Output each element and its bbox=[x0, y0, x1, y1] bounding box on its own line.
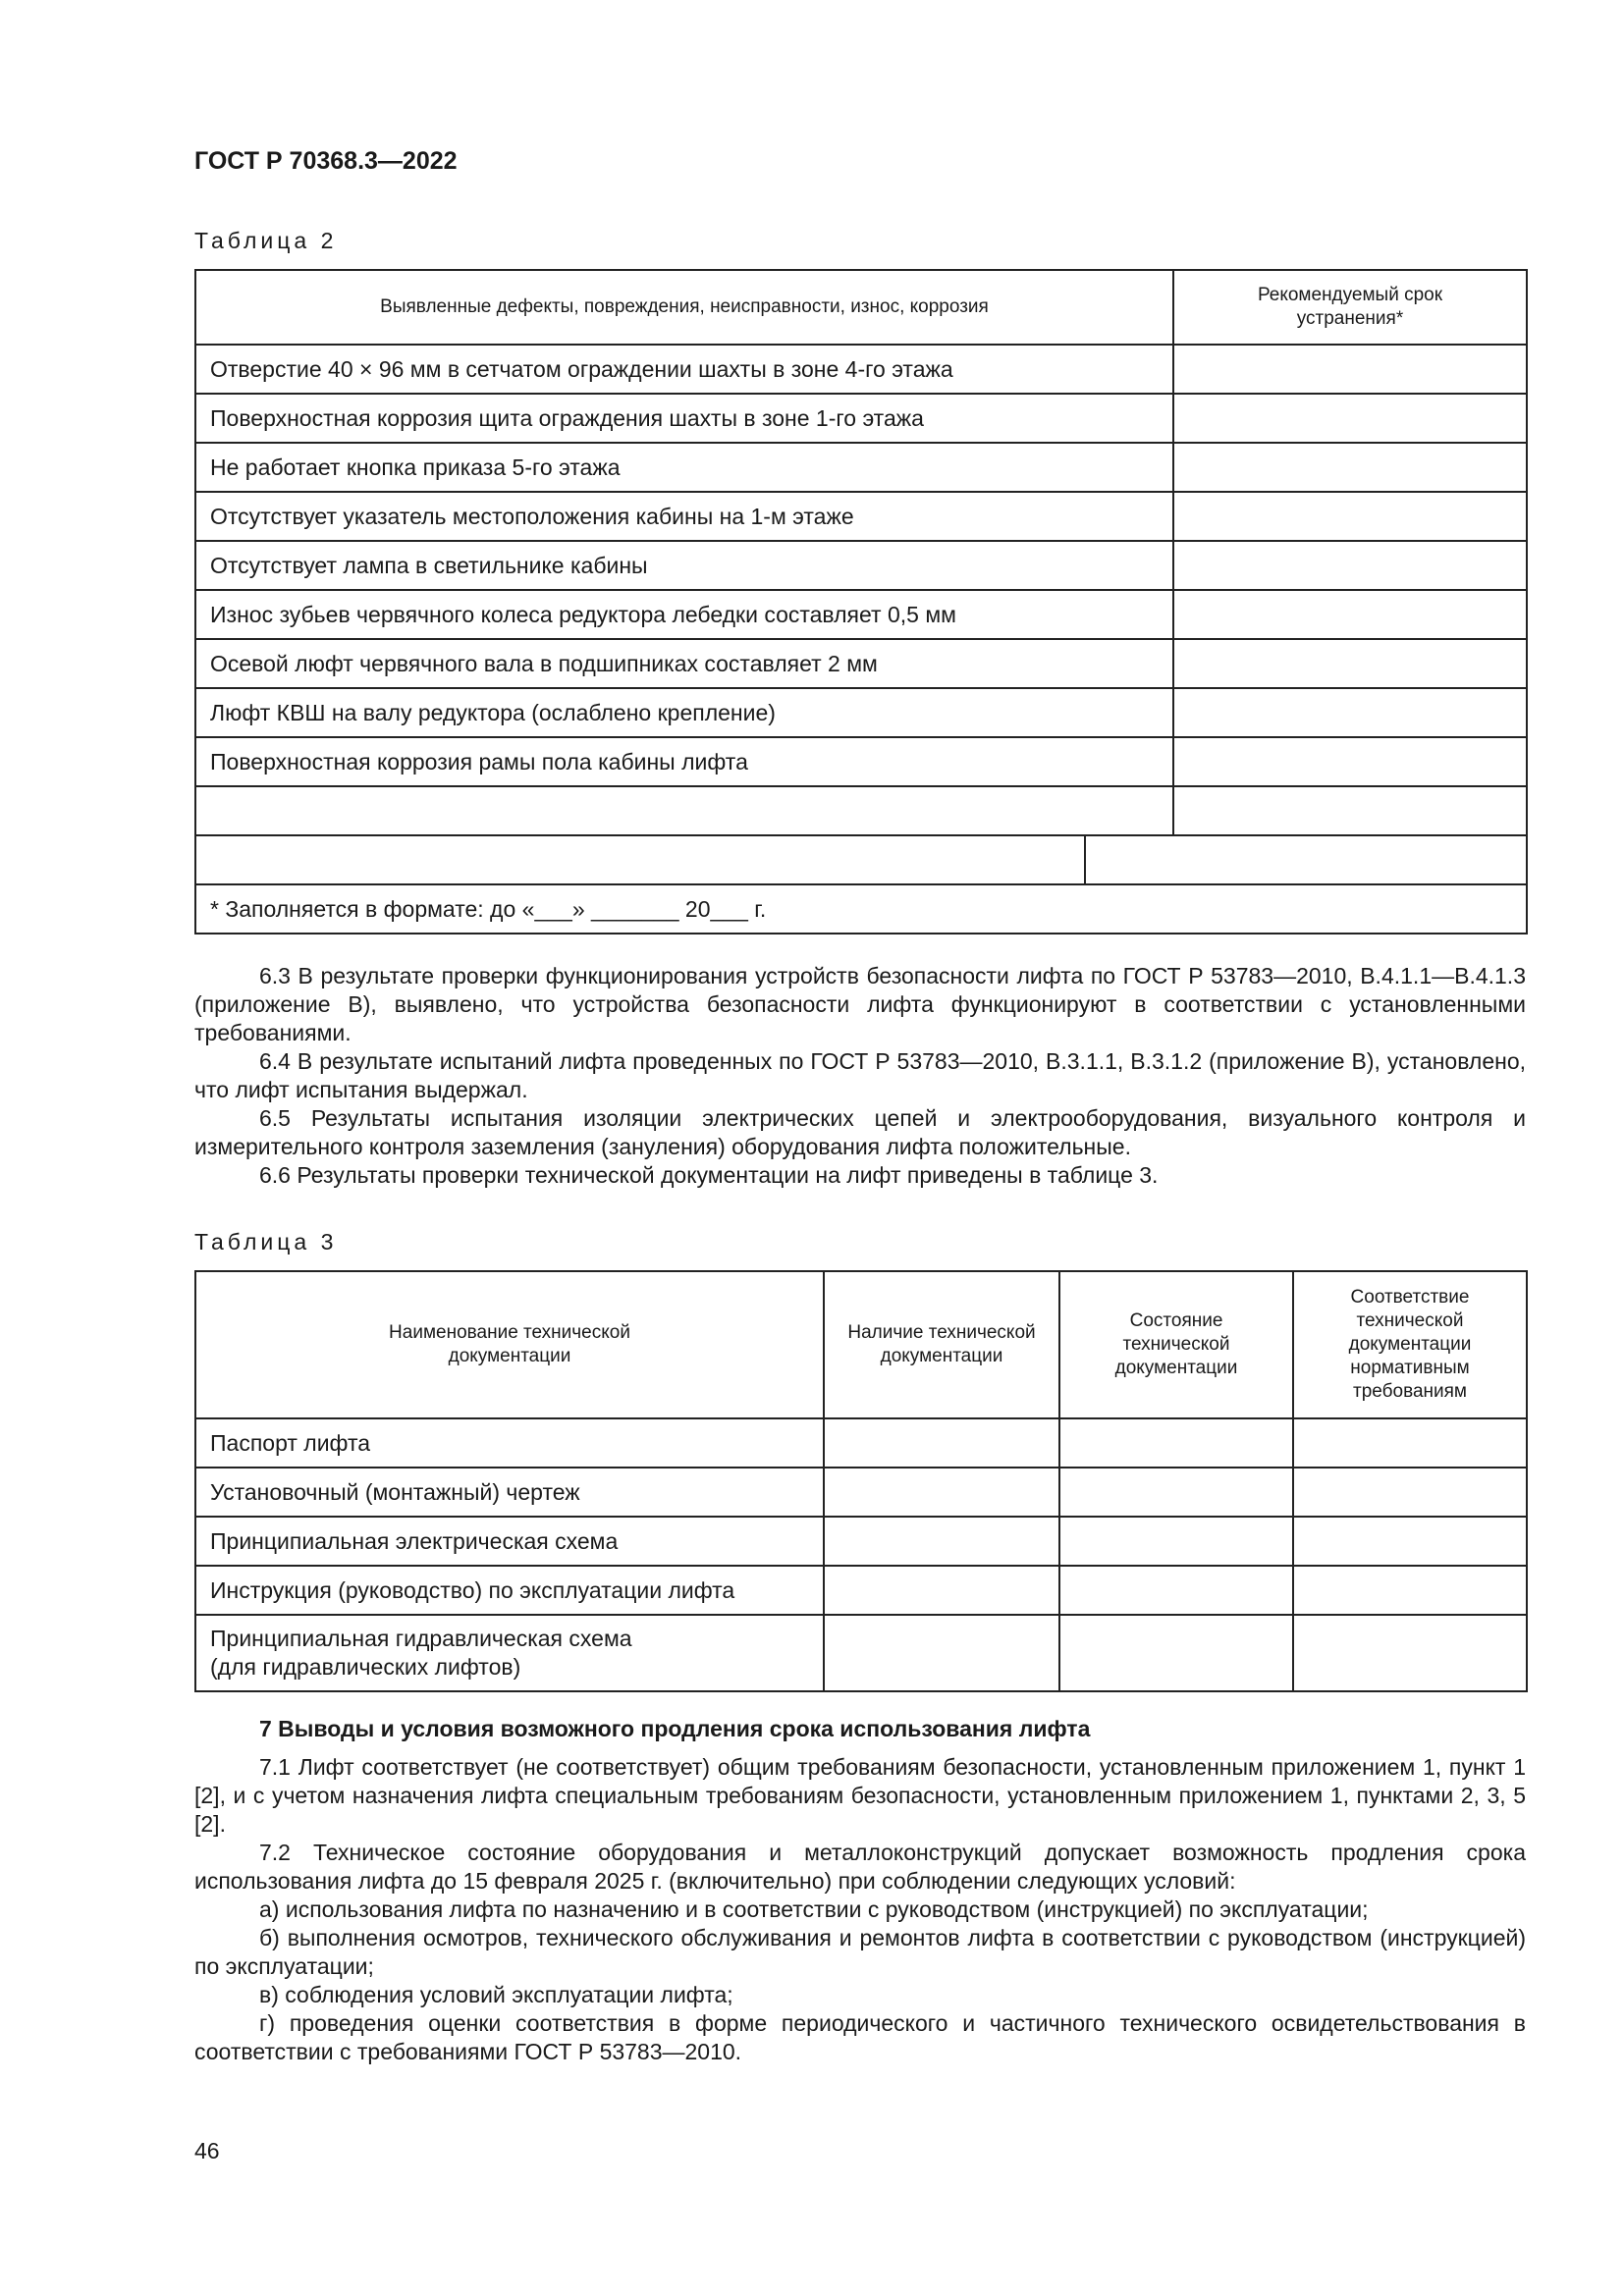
table2-empty-cell bbox=[195, 835, 1085, 884]
table3-row-text: Принципиальная электрическая схема bbox=[195, 1517, 824, 1566]
table3-cell bbox=[824, 1566, 1059, 1615]
list-item-g: г) проведения оценки соответствия в форме периодического и частичного технического освидетельствования в соответствии с требованиями ГОСТ Р 53783—2010. bbox=[194, 2010, 1526, 2064]
table2-row-text: Осевой люфт червячного вала в подшипниках составляет 2 мм bbox=[195, 639, 1173, 688]
paragraph-6-6: 6.6 Результаты проверки технической документации на лифт приведены в таблице 3. bbox=[259, 1162, 1159, 1188]
table2 bbox=[194, 269, 1528, 836]
table3-cell bbox=[1293, 1566, 1527, 1615]
table-row bbox=[195, 345, 1527, 394]
table2-header-row bbox=[195, 270, 1527, 345]
table3 bbox=[194, 1270, 1528, 1692]
table-row bbox=[195, 590, 1527, 639]
table-row bbox=[195, 492, 1527, 541]
table2-row-text: Поверхностная коррозия рамы пола кабины лифта bbox=[195, 737, 1173, 786]
table3-cell bbox=[1293, 1468, 1527, 1517]
table2-term-cell bbox=[1173, 443, 1527, 492]
table2-footnote: * Заполняется в формате: до «___» _______ 20___ г. bbox=[195, 884, 1527, 934]
paragraph-6-5: 6.5 Результаты испытания изоляции электрических цепей и электрооборудования, визуального контроля и измерительного контроля заземления (зануления) оборудования лифта положительные. bbox=[194, 1105, 1526, 1159]
table2-empty-cell bbox=[1085, 835, 1527, 884]
table2-term-cell bbox=[1173, 737, 1527, 786]
table3-cell bbox=[824, 1418, 1059, 1468]
page-number: 46 bbox=[194, 2138, 220, 2163]
table2-caption: Таблица 2 bbox=[194, 228, 338, 253]
table2-col-term: Рекомендуемый срок устранения* bbox=[1173, 270, 1527, 345]
table3-cell bbox=[1059, 1517, 1293, 1566]
table3-cell bbox=[1059, 1615, 1293, 1691]
list-item-b: б) выполнения осмотров, технического обслуживания и ремонтов лифта в соответствии с руководством (инструкцией) по эксплуатации; bbox=[194, 1925, 1526, 1979]
table3-cell bbox=[1059, 1468, 1293, 1517]
table3-header-row bbox=[195, 1271, 1527, 1418]
table2-term-cell bbox=[1173, 345, 1527, 394]
table-row bbox=[195, 639, 1527, 688]
table3-cell bbox=[1293, 1517, 1527, 1566]
table2-term-cell bbox=[1173, 541, 1527, 590]
section7-title: 7 Выводы и условия возможного продления срока использования лифта bbox=[259, 1716, 1091, 1741]
table2-extra-rows bbox=[194, 834, 1528, 934]
table3-col-presence: Наличие технической документации bbox=[824, 1271, 1059, 1418]
table2-term-cell bbox=[1173, 786, 1527, 835]
table-row bbox=[195, 1418, 1527, 1468]
table3-row-text: Принципиальная гидравлическая схема (для гидравлических лифтов) bbox=[195, 1615, 824, 1691]
table-row bbox=[195, 1517, 1527, 1566]
table3-row-text: Инструкция (руководство) по эксплуатации лифта bbox=[195, 1566, 824, 1615]
table3-cell bbox=[1293, 1418, 1527, 1468]
paragraphs-section7 bbox=[194, 1753, 1526, 2066]
table-row bbox=[195, 394, 1527, 443]
paragraphs-section6 bbox=[194, 962, 1526, 1190]
table3-cell bbox=[1059, 1566, 1293, 1615]
table3-cell bbox=[824, 1468, 1059, 1517]
table2-term-cell bbox=[1173, 688, 1527, 737]
table2-row-text: Люфт КВШ на валу редуктора (ослаблено крепление) bbox=[195, 688, 1173, 737]
table2-row-text: Отсутствует указатель местоположения кабины на 1-м этаже bbox=[195, 492, 1173, 541]
table2-row-text: Отверстие 40 × 96 мм в сетчатом ограждении шахты в зоне 4-го этажа bbox=[195, 345, 1173, 394]
table2-row-text: Износ зубьев червячного колеса редуктора лебедки составляет 0,5 мм bbox=[195, 590, 1173, 639]
table2-col-defects: Выявленные дефекты, повреждения, неисправности, износ, коррозия bbox=[195, 270, 1173, 345]
table3-caption: Таблица 3 bbox=[194, 1229, 338, 1255]
paragraph-7-1: 7.1 Лифт соответствует (не соответствует) общим требованиям безопасности, установленным приложением 1, пункт 1 [2], и с учетом назначения лифта специальным требованиям безопасности, установленным приложением 1, пунктами 2, 3, 5 [2]. bbox=[194, 1754, 1526, 1837]
table3-col-state: Состояние технической документации bbox=[1059, 1271, 1293, 1418]
table3-col-name: Наименование технической документации bbox=[195, 1271, 824, 1418]
list-item-v: в) соблюдения условий эксплуатации лифта; bbox=[259, 1982, 733, 2007]
table-row-empty bbox=[195, 786, 1527, 835]
table2-empty-cell bbox=[195, 786, 1173, 835]
document-header: ГОСТ Р 70368.3—2022 bbox=[194, 147, 458, 175]
table-row bbox=[195, 1566, 1527, 1615]
table-row bbox=[195, 1615, 1527, 1691]
list-item-a: а) использования лифта по назначению и в соответствии с руководством (инструкцией) по эксплуатации; bbox=[259, 1896, 1369, 1922]
table-row bbox=[195, 443, 1527, 492]
table3-cell bbox=[824, 1517, 1059, 1566]
table2-row-text: Отсутствует лампа в светильнике кабины bbox=[195, 541, 1173, 590]
table-row-empty bbox=[195, 835, 1527, 884]
table3-row-text: Паспорт лифта bbox=[195, 1418, 824, 1468]
paragraph-6-3: 6.3 В результате проверки функционирования устройств безопасности лифта по ГОСТ Р 53783—2010, В.4.1.1—В.4.1.3 (приложение В), выявлено, что устройства безопасности лифта функционируют в соответствии с установленными требованиями. bbox=[194, 963, 1526, 1045]
table-row bbox=[195, 541, 1527, 590]
table2-row-text: Поверхностная коррозия щита ограждения шахты в зоне 1-го этажа bbox=[195, 394, 1173, 443]
table3-cell bbox=[1059, 1418, 1293, 1468]
table2-footnote-row bbox=[195, 884, 1527, 934]
table2-term-cell bbox=[1173, 639, 1527, 688]
paragraph-7-2: 7.2 Техническое состояние оборудования и металлоконструкций допускает возможность продления срока использования лифта до 15 февраля 2025 г. (включительно) при соблюдении следующих условий: bbox=[194, 1840, 1526, 1894]
table3-cell bbox=[824, 1615, 1059, 1691]
paragraph-6-4: 6.4 В результате испытаний лифта проведенных по ГОСТ Р 53783—2010, В.3.1.1, В.3.1.2 (приложение В), установлено, что лифт испытания выдержал. bbox=[194, 1048, 1526, 1102]
table-row bbox=[195, 688, 1527, 737]
table-row bbox=[195, 737, 1527, 786]
table2-row-text: Не работает кнопка приказа 5-го этажа bbox=[195, 443, 1173, 492]
table2-term-cell bbox=[1173, 590, 1527, 639]
table2-term-cell bbox=[1173, 394, 1527, 443]
table3-col-conformity: Соответствие технической документации нормативным требованиям bbox=[1293, 1271, 1527, 1418]
table3-row-text: Установочный (монтажный) чертеж bbox=[195, 1468, 824, 1517]
table-row bbox=[195, 1468, 1527, 1517]
table3-cell bbox=[1293, 1615, 1527, 1691]
table2-term-cell bbox=[1173, 492, 1527, 541]
